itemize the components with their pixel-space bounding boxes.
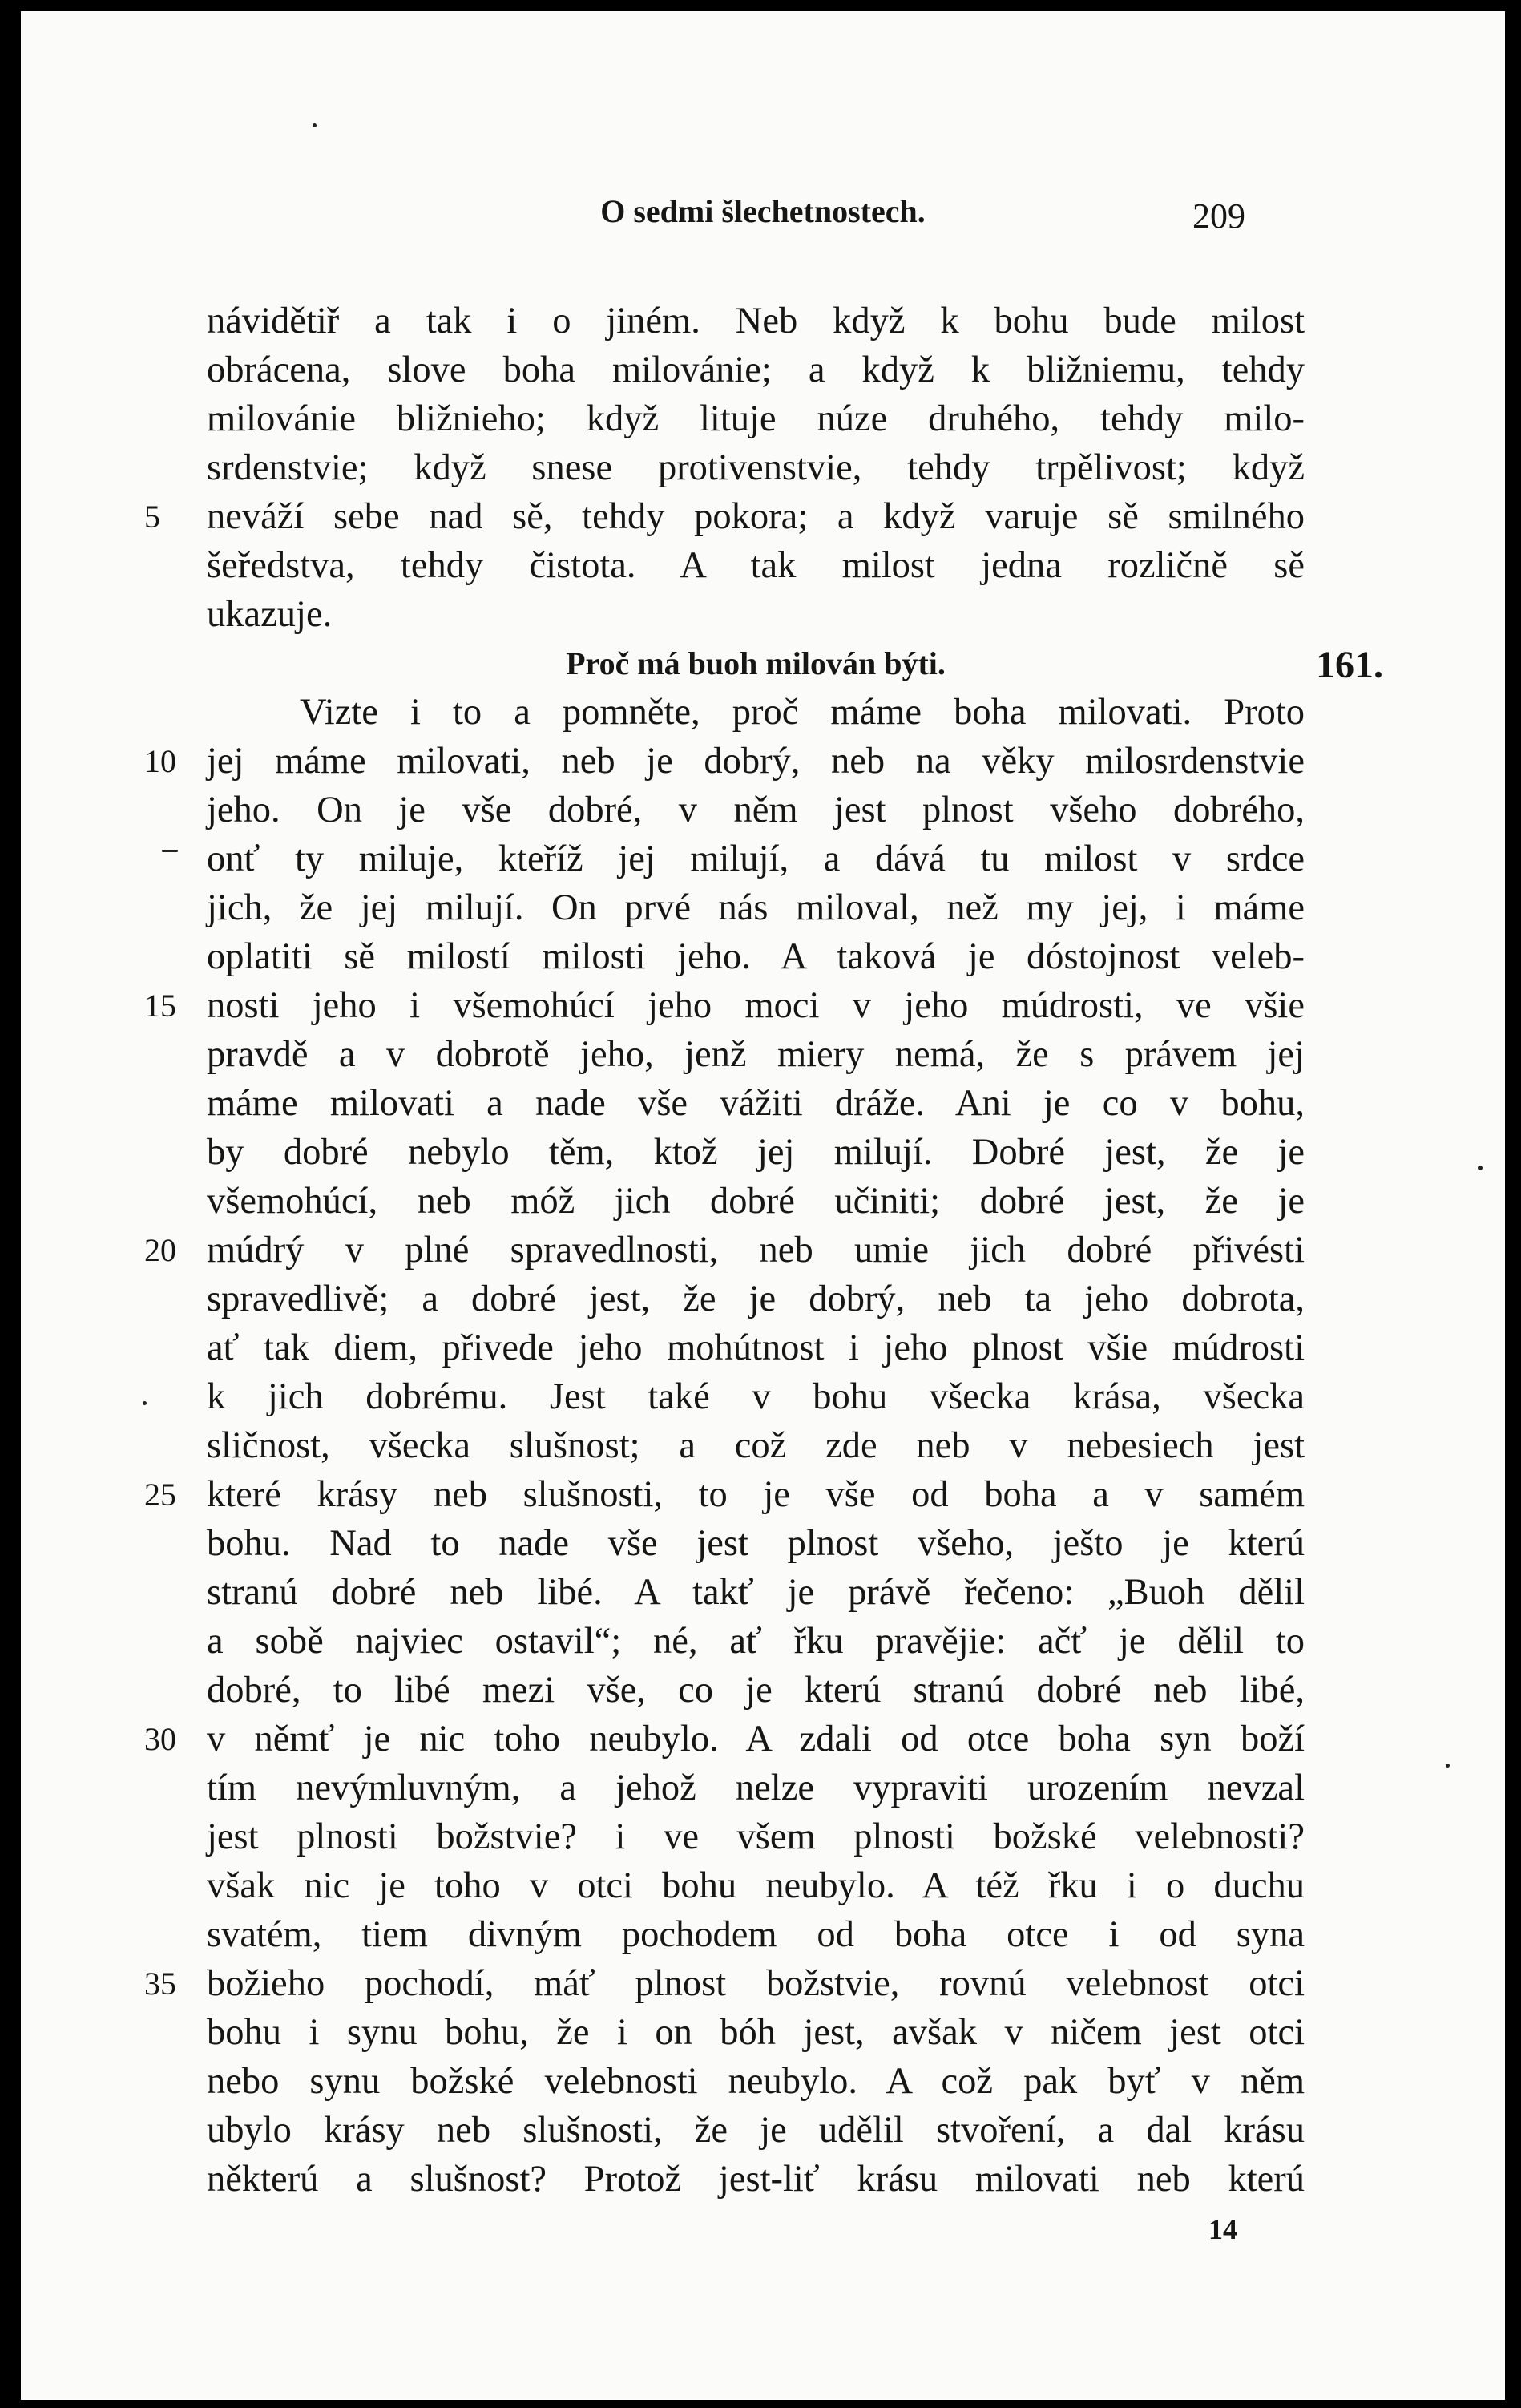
text-line: sličnost, všecka slušnost; a což zde neb v nebesiech jest: [207, 1425, 1305, 1466]
text-line: tím nevýmluvným, a jehož nelze vypraviti urozením nevzal: [207, 1768, 1305, 1808]
text-line: dobré, to libé mezi vše, co je kterú stranú dobré neb libé,: [207, 1670, 1305, 1711]
text-line: onť ty miluje, kteříž jej milují, a dává tu milost v srdce: [207, 838, 1305, 879]
text-line: jej máme milovati, neb je dobrý, neb na věky milosrdenstvie: [207, 741, 1305, 782]
text-line: jeho. On je vše dobré, v něm jest plnost všeho dobrého,: [207, 790, 1305, 830]
line-number: 30: [144, 1721, 176, 1757]
text-line: jest plnosti božstvie? i ve všem plnosti božské velebnosti?: [207, 1816, 1305, 1857]
text-line-numbered: [144, 1715, 1305, 1764]
text-line: máme milovati a nade vše vážiti dráže. Ani je co v bohu,: [207, 1083, 1305, 1124]
scan-speck: [313, 123, 317, 127]
text-line: milovánie bližnieho; když lituje núze druhého, tehdy milo-: [207, 398, 1305, 439]
line-number: 5: [144, 499, 160, 535]
running-head: [21, 192, 1505, 248]
text-line: které krásy neb slušnosti, to je vše od boha a v samém: [207, 1474, 1305, 1515]
text-line: nosti jeho i všemohúcí jeho moci v jeho múdrosti, ve všie: [207, 985, 1305, 1026]
text-line-numbered: [144, 1959, 1305, 2008]
text-line: by dobré nebylo těm, ktož jej milují. Dobré jest, že je: [207, 1132, 1305, 1173]
text-line-numbered: [144, 1470, 1305, 1519]
line-number: 25: [144, 1477, 176, 1513]
line-number: 10: [144, 743, 176, 779]
text-line: ubylo krásy neb slušnosti, že je udělil stvoření, a dal krásu: [207, 2110, 1305, 2151]
page-number: 209: [1192, 196, 1245, 236]
text-line: všemohúcí, neb móž jich dobré učiniti; dobré jest, že je: [207, 1181, 1305, 1222]
line-number: 15: [144, 988, 176, 1024]
text-line-numbered: [144, 981, 1305, 1030]
scan-speck: [1478, 1166, 1483, 1170]
text-line-numbered: [144, 492, 1305, 541]
text-line: jich, že jej milují. On prvé nás miloval, než my jej, i máme: [207, 887, 1305, 928]
text-line: srdenstvie; když snese protivenstvie, tehdy trpělivost; když: [207, 447, 1305, 488]
text-line-numbered: [144, 1226, 1305, 1275]
scan-speck: [143, 1401, 147, 1405]
text-line: oplatiti sě milostí milosti jeho. A taková je dóstojnost veleb-: [207, 936, 1305, 977]
text-line: pravdě a v dobrotě jeho, jenž miery nemá, že s právem jej: [207, 1034, 1305, 1075]
text-line: bohu. Nad to nade vše jest plnost všeho, ješto je kterú: [207, 1523, 1305, 1564]
text-line: však nic je toho v otci bohu neubylo. A též řku i o duchu: [207, 1865, 1305, 1906]
text-line: bohu i synu bohu, že i on bóh jest, avšak v ničem jest otci: [207, 2012, 1305, 2053]
text-line: návidětiř a tak i o jiném. Neb když k bohu bude milost: [207, 301, 1305, 341]
section-heading-row: [207, 639, 1383, 688]
text-line: múdrý v plné spravedlnosti, neb umie jich dobré přivésti: [207, 1230, 1305, 1271]
text-line: neváží sebe nad sě, tehdy pokora; a když varuje sě smilného: [207, 496, 1305, 537]
book-page: [21, 11, 1505, 2400]
text-line: božieho pochodí, máť plnost božstvie, rovnú velebnost otci: [207, 1963, 1305, 2004]
line-number: 20: [144, 1232, 176, 1268]
text-line: a sobě najviec ostavil“; né, ať řku pravějie: ačť je dělil to: [207, 1621, 1305, 1662]
text-line: některú a slušnost? Protož jest-liť krásu milovati neb kterú: [207, 2159, 1305, 2200]
section-number: 161.: [1316, 644, 1383, 686]
text-line-numbered: [144, 737, 1305, 786]
text-line: stranú dobré neb libé. A takť je právě řečeno: „Buoh dělil: [207, 1572, 1305, 1613]
signature-mark: 14: [1208, 2213, 1237, 2245]
text-line: k jich dobrému. Jest také v bohu všecka krása, všecka: [207, 1376, 1305, 1417]
main-text: [144, 297, 1383, 2204]
text-line: obrácena, slove boha milovánie; a když k bližniemu, tehdy: [207, 349, 1305, 390]
text-line: ukazuje.: [207, 594, 333, 635]
text-line: šeředstva, tehdy čistota. A tak milost jedna rozličně sě: [207, 545, 1305, 586]
text-line: spravedlivě; a dobré jest, že je dobrý, neb ta jeho dobrota,: [207, 1279, 1305, 1319]
text-line: ať tak diem, přivede jeho mohútnost i jeho plnost všie múdrosti: [207, 1327, 1305, 1368]
running-title: O sedmi šlechetnostech.: [600, 193, 926, 229]
scan-speck: [1446, 1764, 1450, 1768]
section-heading: Proč má buoh milován býti.: [566, 645, 946, 681]
text-line: v němť je nic toho neubylo. A zdali od otce boha syn boží: [207, 1719, 1305, 1760]
scan-speck: [162, 850, 178, 852]
text-line: svatém, tiem divným pochodem od boha otce i od syna: [207, 1914, 1305, 1955]
text-line: Vizte i to a pomněte, proč máme boha milovati. Proto: [300, 692, 1305, 733]
text-line: nebo synu božské velebnosti neubylo. A což pak byť v něm: [207, 2061, 1305, 2102]
line-number: 35: [144, 1966, 176, 2002]
